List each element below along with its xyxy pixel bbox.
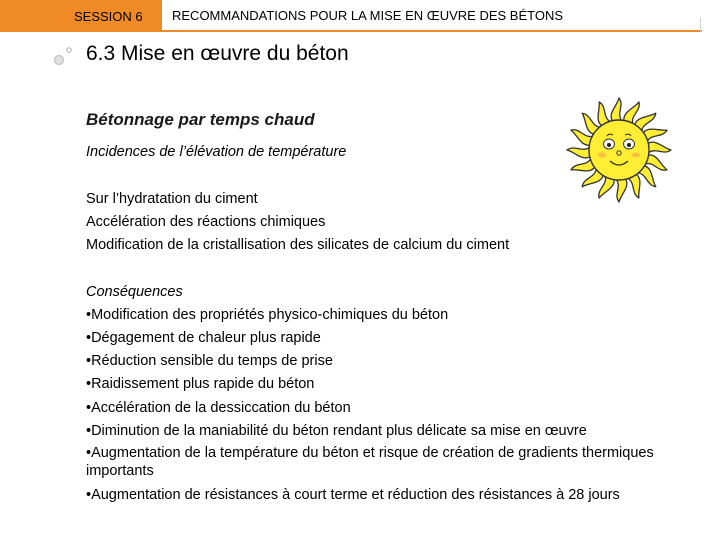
consequence-item: •Augmentation de la température du béton et risque de création de gradients thermiques importants	[86, 445, 654, 479]
hydration-item: Accélération des réactions chimiques	[86, 214, 326, 231]
consequence-item: •Réduction sensible du temps de prise	[86, 353, 333, 370]
consequence-item: •Dégagement de chaleur plus rapide	[86, 330, 321, 347]
consequences-heading: Conséquences	[86, 283, 183, 300]
section-title: Bétonnage par temps chaud	[86, 110, 315, 129]
slide-title: 6.3 Mise en œuvre du béton	[86, 42, 349, 65]
session-tab	[0, 0, 162, 32]
header-rule-end	[700, 18, 720, 32]
session-label: SESSION 6	[74, 8, 143, 24]
header-divider	[162, 30, 702, 32]
hydration-heading: Sur l’hydratation du ciment	[86, 191, 258, 207]
header-title: RECOMMANDATIONS POUR LA MISE EN ŒUVRE DES BÉTONS	[172, 8, 564, 23]
consequence-item: •Augmentation de résistances à court terme et réduction des résistances à 28 jours	[86, 487, 620, 504]
consequence-item: •Accélération de la dessiccation du béton	[86, 399, 351, 416]
header-bar	[0, 0, 720, 32]
consequence-item: •Raidissement plus rapide du béton	[86, 376, 315, 393]
consequence-item: •Modification des propriétés physico-chimiques du béton	[86, 306, 449, 323]
consequence-item: •Diminution de la maniabilité du béton rendant plus délicate sa mise en œuvre	[86, 422, 587, 439]
title-bullet-icon	[52, 44, 74, 66]
hydration-item: Modification de la cristallisation des silicates de calcium du ciment	[86, 237, 510, 254]
content-body	[86, 188, 716, 507]
spacer	[86, 258, 716, 281]
section-subtitle: Incidences de l’élévation de température	[86, 144, 347, 160]
sun-icon	[565, 96, 673, 204]
